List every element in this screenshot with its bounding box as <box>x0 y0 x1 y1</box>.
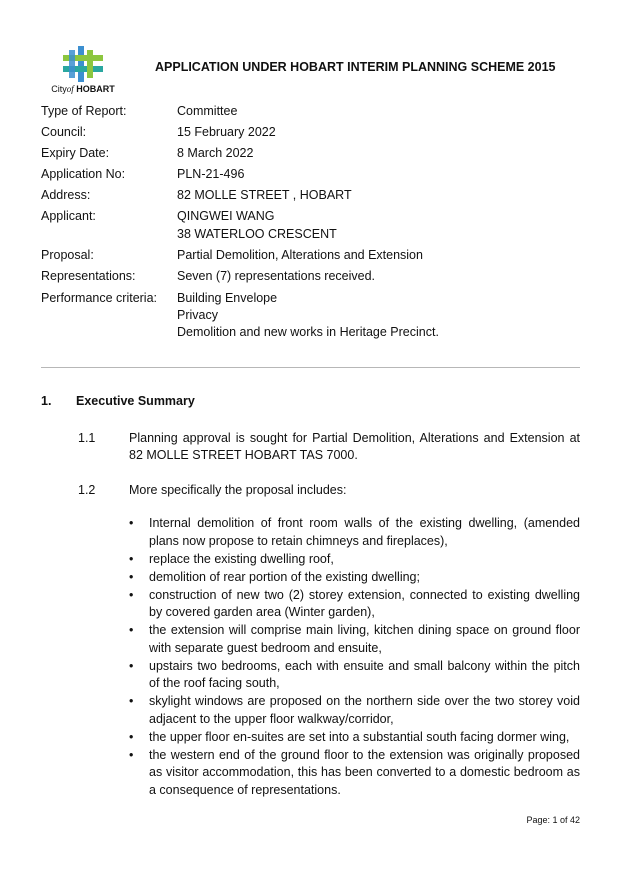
list-item: • skylight windows are proposed on the northern side over the two storey void adjacent to the upper floor walkway/corridor, <box>129 694 580 726</box>
detail-label: Expiry Date: <box>41 146 110 160</box>
city-of-hobart-logo <box>46 46 120 96</box>
list-item: • replace the existing dwelling roof, <box>129 551 580 569</box>
paragraph-number: 1.2 <box>78 483 96 497</box>
detail-value: QINGWEI WANG <box>177 209 275 223</box>
detail-value: 38 WATERLOO CRESCENT <box>177 227 337 241</box>
list-item: • the extension will comprise main living, kitchen dining space on ground floor with separate guest bedroom and ensuite, <box>129 623 580 655</box>
section-number: 1. <box>41 394 52 408</box>
bullet-icon: • <box>129 694 134 708</box>
list-item: • the western end of the ground floor to the extension was originally proposed as visitor accommodation, this has been converted to a domestic bedroom as a consequence of representations. <box>129 747 580 797</box>
section-title: Executive Summary <box>76 394 195 408</box>
detail-value: Building Envelope <box>177 291 278 305</box>
detail-value: Demolition and new works in Heritage Precinct. <box>177 325 439 339</box>
bullet-icon: • <box>129 516 134 530</box>
document-title: APPLICATION UNDER HOBART INTERIM PLANNING SCHEME 2015 <box>155 60 556 74</box>
section-divider <box>41 367 580 368</box>
bullet-icon: • <box>129 551 134 566</box>
list-item: • demolition of rear portion of the existing dwelling; <box>129 569 580 587</box>
bullet-icon: • <box>129 569 134 584</box>
bullet-icon: • <box>129 729 134 744</box>
list-item: • the upper floor en-suites are set into a substantial south facing dormer wing, <box>129 729 580 747</box>
detail-label: Address: <box>41 188 91 202</box>
page-number: Page: 1 of 42 <box>526 815 580 825</box>
list-item: • upstairs two bedrooms, each with ensuite and small balcony within the pitch of the roof facing south, <box>129 658 580 690</box>
bullet-icon: • <box>129 623 134 637</box>
detail-label: Council: <box>41 125 87 139</box>
detail-value: Seven (7) representations received. <box>177 269 376 283</box>
detail-label: Applicant: <box>41 209 96 223</box>
logo-mark-icon <box>63 46 103 82</box>
detail-label: Application No: <box>41 167 126 181</box>
detail-label: Proposal: <box>41 248 94 262</box>
paragraph-text: More specifically the proposal includes: <box>129 483 347 497</box>
logo-wordmark: Cityof HOBART <box>51 84 115 94</box>
proposal-bullet-list <box>129 515 580 800</box>
bullet-icon: • <box>129 658 134 673</box>
detail-value: 8 March 2022 <box>177 146 254 160</box>
detail-value: Privacy <box>177 308 218 322</box>
detail-value: Partial Demolition, Alterations and Extension <box>177 248 423 262</box>
list-item: • Internal demolition of front room walls of the existing dwelling, (amended plans now propose to retain chimneys and fireplaces), <box>129 516 580 548</box>
bullet-icon: • <box>129 587 134 602</box>
detail-value: PLN-21-496 <box>177 167 245 181</box>
paragraph-number: 1.1 <box>78 431 96 445</box>
paragraph-text: Planning approval is sought for Partial Demolition, Alterations and Extension at 82 MOLLE STREET HOBART TAS 7000. <box>129 431 580 462</box>
detail-value: 82 MOLLE STREET , HOBART <box>177 188 352 202</box>
detail-value: Committee <box>177 104 238 118</box>
detail-value: 15 February 2022 <box>177 125 276 139</box>
bullet-icon: • <box>129 747 134 762</box>
list-item: • construction of new two (2) storey extension, connected to existing dwelling by covered garden area (Winter garden), <box>129 587 580 619</box>
detail-label: Performance criteria: <box>41 291 158 305</box>
detail-label: Type of Report: <box>41 104 127 118</box>
detail-label: Representations: <box>41 269 136 283</box>
